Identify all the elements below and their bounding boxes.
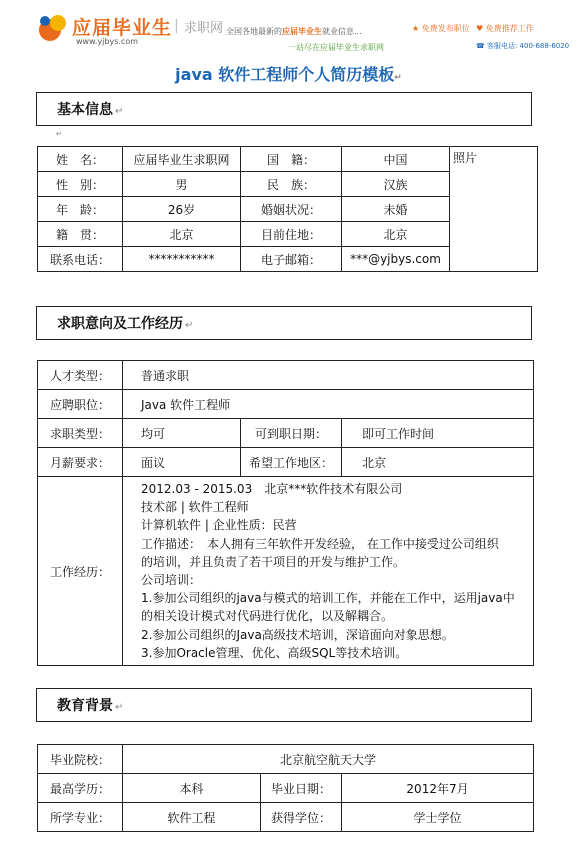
ethnic-label: 民 族： bbox=[241, 172, 342, 197]
graduation-date-value: 2012年7月 bbox=[342, 774, 534, 803]
email-label: 电子邮箱： bbox=[241, 247, 342, 272]
age-label: 年 龄： bbox=[38, 197, 123, 222]
hotline: ☎ 客服电话: 400-688-6020 bbox=[476, 42, 570, 50]
position-value: Java 软件工程师 bbox=[123, 390, 534, 419]
photo-label: 照片 bbox=[453, 151, 478, 165]
star-icon: ★ bbox=[412, 24, 420, 33]
work-area-label: 希望工作地区： bbox=[241, 448, 342, 477]
publish-job-link[interactable]: ★ 免费发布职位 bbox=[412, 24, 470, 33]
table-row bbox=[38, 361, 534, 390]
table-row bbox=[38, 448, 534, 477]
work-experience-content bbox=[123, 477, 534, 666]
heart-icon: ♥ bbox=[476, 24, 484, 33]
gender-label: 性 别： bbox=[38, 172, 123, 197]
header-slogan bbox=[226, 26, 412, 52]
experience-line: 的相关设计模式对代码进行优化，以及解耦合。 bbox=[141, 609, 394, 624]
document-title: java 软件工程师个人简历模板↵ bbox=[175, 65, 402, 84]
section-education: 教育背景 ↵ bbox=[36, 688, 532, 722]
logo-sub: 求职网 bbox=[184, 21, 224, 36]
marital-label: 婚姻状况： bbox=[241, 197, 342, 222]
phone-value: *********** bbox=[123, 247, 241, 272]
talent-type-value: 普通求职 bbox=[123, 361, 534, 390]
name-label: 姓 名： bbox=[38, 147, 123, 172]
school-value: 北京航空航天大学 bbox=[123, 745, 534, 774]
slogan-prefix: 全国各地最新的 bbox=[226, 27, 282, 36]
residence-value: 北京 bbox=[342, 222, 450, 247]
major-label: 所学专业： bbox=[38, 803, 123, 832]
slogan-line2: 一站尽在应届毕业生求职网 bbox=[288, 43, 384, 52]
logo[interactable] bbox=[36, 12, 226, 48]
experience-line: 2.参加公司组织的Java高级技术培训，深谙面向对象思想。 bbox=[141, 627, 454, 642]
school-label: 毕业院校： bbox=[38, 745, 123, 774]
position-label: 应聘职位： bbox=[38, 390, 123, 419]
degree-label: 最高学历： bbox=[38, 774, 123, 803]
education-table bbox=[37, 744, 534, 832]
logo-divider: | bbox=[174, 18, 179, 34]
experience-line: 技术部 | 软件工程师 bbox=[141, 500, 249, 515]
job-type-value: 均可 bbox=[123, 419, 241, 448]
name-value: 应届毕业生求职网 bbox=[123, 147, 241, 172]
work-area-value: 北京 bbox=[342, 448, 534, 477]
job-type-label: 求职类型： bbox=[38, 419, 123, 448]
table-row bbox=[38, 745, 534, 774]
phone-label: 联系电话： bbox=[38, 247, 123, 272]
basic-info-table bbox=[37, 146, 538, 272]
origin-label: 籍 贯： bbox=[38, 222, 123, 247]
salary-label: 月薪要求： bbox=[38, 448, 123, 477]
job-intent-table bbox=[37, 360, 534, 666]
gender-value: 男 bbox=[123, 172, 241, 197]
graduation-date-label: 毕业日期： bbox=[261, 774, 342, 803]
degree-value: 本科 bbox=[123, 774, 261, 803]
major-value: 软件工程 bbox=[123, 803, 261, 832]
experience-line: 的培训，并且负责了若干项目的开发与维护工作。 bbox=[141, 554, 406, 569]
origin-value: 北京 bbox=[123, 222, 241, 247]
section-job-intent: 求职意向及工作经历 ↵ bbox=[36, 306, 532, 340]
logo-name: 应届毕业生 bbox=[72, 17, 173, 39]
slogan-highlight: 应届毕业生 bbox=[282, 27, 322, 36]
table-row bbox=[38, 419, 534, 448]
available-date-label: 可到职日期： bbox=[241, 419, 342, 448]
table-row bbox=[38, 147, 538, 172]
photo-box bbox=[450, 147, 538, 272]
available-date-value: 即可工作时间 bbox=[342, 419, 534, 448]
marital-value: 未婚 bbox=[342, 197, 450, 222]
phone-icon: ☎ bbox=[476, 42, 485, 50]
nation-label: 国 籍： bbox=[241, 147, 342, 172]
experience-line: 1.参加公司组织的java与模式的培训工作，并能在工作中，运用java中 bbox=[141, 591, 515, 606]
academic-degree-value: 学士学位 bbox=[342, 803, 534, 832]
table-row bbox=[38, 390, 534, 419]
work-experience-label: 工作经历： bbox=[38, 477, 123, 666]
header-links bbox=[412, 23, 570, 51]
experience-line: 公司培训： bbox=[141, 573, 202, 588]
experience-line: 3.参加Oracle管理、优化、高级SQL等技术培训。 bbox=[141, 645, 408, 660]
nation-value: 中国 bbox=[342, 147, 450, 172]
experience-line: 计算机软件 | 企业性质：民营 bbox=[141, 518, 297, 533]
section-basic-info: 基本信息 ↵ bbox=[36, 92, 532, 126]
experience-line: 2012.03 - 2015.03 北京***软件技术有限公司 bbox=[141, 482, 403, 496]
slogan-suffix: 就业信息... bbox=[322, 27, 362, 36]
age-value: 26岁 bbox=[123, 197, 241, 222]
site-header bbox=[0, 0, 577, 52]
salary-value: 面议 bbox=[123, 448, 241, 477]
recommend-job-link[interactable]: ♥ 免费推荐工作 bbox=[476, 24, 534, 33]
ethnic-value: 汉族 bbox=[342, 172, 450, 197]
table-row bbox=[38, 477, 534, 666]
email-value: ***@yjbys.com bbox=[342, 247, 450, 272]
logo-url: www.yjbys.com bbox=[76, 37, 139, 46]
experience-line: 工作描述： 本人拥有三年软件开发经验， 在工作中接受过公司组织 bbox=[141, 536, 499, 551]
academic-degree-label: 获得学位： bbox=[261, 803, 342, 832]
table-row bbox=[38, 803, 534, 832]
residence-label: 目前住地： bbox=[241, 222, 342, 247]
logo-mark-icon bbox=[36, 12, 70, 44]
table-row bbox=[38, 774, 534, 803]
talent-type-label: 人才类型： bbox=[38, 361, 123, 390]
paragraph-mark: ↵ bbox=[56, 130, 62, 138]
